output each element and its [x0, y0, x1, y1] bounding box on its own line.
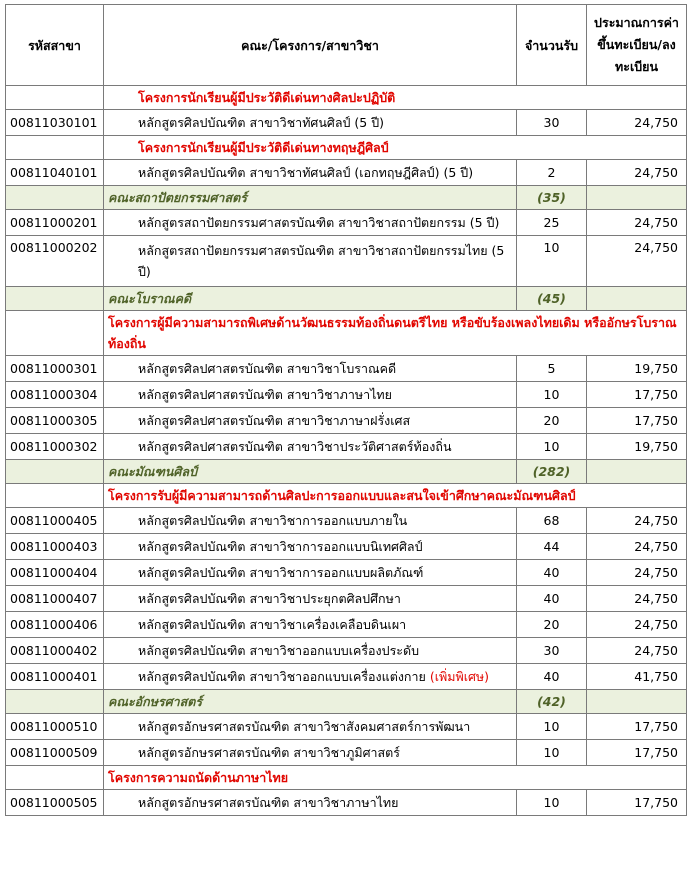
- capacity-value: 25: [517, 210, 587, 236]
- project-title: [104, 136, 687, 160]
- table-row: [6, 110, 687, 136]
- fee-value: 41,750: [587, 664, 687, 690]
- fee-value: 17,750: [587, 790, 687, 816]
- table-row: [6, 382, 687, 408]
- program-code: 00811000510: [6, 714, 104, 740]
- project-row: [6, 766, 687, 790]
- fee-value: 17,750: [587, 408, 687, 434]
- faculty-name: [104, 186, 517, 210]
- table-row: [6, 790, 687, 816]
- fee-value: 17,750: [587, 740, 687, 766]
- project-row: [6, 136, 687, 160]
- faculty-total-text: (45): [537, 291, 566, 306]
- program-name-text: หลักสูตรศิลปบัณฑิต สาขาวิชาออกแบบเครื่องประดับ: [138, 643, 420, 658]
- faculty-total: [517, 287, 587, 311]
- project-row: [6, 484, 687, 508]
- table-row: [6, 560, 687, 586]
- table-row: [6, 586, 687, 612]
- project-code-empty: [6, 311, 104, 356]
- project-code-empty: [6, 484, 104, 508]
- faculty-name: [104, 287, 517, 311]
- program-name-text: หลักสูตรสถาปัตยกรรมศาสตรบัณฑิต สาขาวิชาสถาปัตยกรรม (5 ปี): [138, 215, 500, 230]
- program-name-text: หลักสูตรศิลปศาสตรบัณฑิต สาขาวิชาภาษาไทย: [138, 387, 392, 402]
- header-fee: ประมาณการค่าขึ้นทะเบียน/ลงทะเบียน: [587, 5, 687, 86]
- capacity-value: 20: [517, 408, 587, 434]
- program-name: [104, 236, 517, 287]
- program-name: [104, 110, 517, 136]
- program-name: [104, 408, 517, 434]
- program-name: [104, 434, 517, 460]
- program-name: [104, 740, 517, 766]
- faculty-fee-empty: [587, 186, 687, 210]
- fee-value: 24,750: [587, 534, 687, 560]
- program-name: [104, 508, 517, 534]
- fee-value: 17,750: [587, 382, 687, 408]
- project-title: [104, 766, 687, 790]
- program-name: [104, 714, 517, 740]
- capacity-value: 30: [517, 638, 587, 664]
- faculty-total-text: (282): [532, 464, 571, 479]
- table-row: [6, 740, 687, 766]
- faculty-code-empty: [6, 186, 104, 210]
- table-row: [6, 508, 687, 534]
- table-row: [6, 356, 687, 382]
- table-row: [6, 236, 687, 287]
- fee-value: 19,750: [587, 434, 687, 460]
- project-code-empty: [6, 766, 104, 790]
- table-row: [6, 714, 687, 740]
- program-code: 00811000403: [6, 534, 104, 560]
- program-name-text: หลักสูตรสถาปัตยกรรมศาสตรบัณฑิต สาขาวิชาสถาปัตยกรรมไทย (5 ปี): [138, 243, 505, 279]
- faculty-fee-empty: [587, 287, 687, 311]
- program-name-text: หลักสูตรศิลปบัณฑิต สาขาวิชาการออกแบบนิเทศศิลป์: [138, 539, 423, 554]
- program-code: 00811000405: [6, 508, 104, 534]
- program-name-text: หลักสูตรศิลปบัณฑิต สาขาวิชาประยุกตศิลปศึกษา: [138, 591, 401, 606]
- fee-value: 24,750: [587, 210, 687, 236]
- faculty-name: [104, 460, 517, 484]
- capacity-value: 44: [517, 534, 587, 560]
- program-name: [104, 586, 517, 612]
- faculty-row: [6, 287, 687, 311]
- fee-value: 24,750: [587, 638, 687, 664]
- fee-value: 17,750: [587, 714, 687, 740]
- program-code: 00811030101: [6, 110, 104, 136]
- program-code: 00811000305: [6, 408, 104, 434]
- capacity-value: 40: [517, 664, 587, 690]
- program-code: 00811000401: [6, 664, 104, 690]
- table-row: [6, 638, 687, 664]
- fee-value: 19,750: [587, 356, 687, 382]
- capacity-value: 10: [517, 714, 587, 740]
- program-name-text: หลักสูตรอักษรศาสตรบัณฑิต สาขาวิชาภูมิศาสตร์: [138, 745, 400, 760]
- table-row: [6, 612, 687, 638]
- program-code: 00811000505: [6, 790, 104, 816]
- faculty-row: [6, 690, 687, 714]
- fee-value: 24,750: [587, 612, 687, 638]
- special-tag: (เพิ่มพิเศษ): [429, 669, 490, 684]
- faculty-code-empty: [6, 460, 104, 484]
- program-code: 00811000201: [6, 210, 104, 236]
- table-row: [6, 160, 687, 186]
- admission-table-container: [5, 4, 687, 816]
- program-name-text: หลักสูตรศิลปศาสตรบัณฑิต สาขาวิชาประวัติศาสตร์ท้องถิ่น: [138, 439, 452, 454]
- faculty-row: [6, 186, 687, 210]
- faculty-total-text: (35): [537, 190, 566, 205]
- program-code: 00811000404: [6, 560, 104, 586]
- faculty-row: [6, 460, 687, 484]
- program-name: [104, 210, 517, 236]
- capacity-value: 10: [517, 382, 587, 408]
- program-name: [104, 638, 517, 664]
- fee-value: 24,750: [587, 586, 687, 612]
- program-name-text: หลักสูตรศิลปบัณฑิต สาขาวิชาการออกแบบผลิตภัณฑ์: [138, 565, 424, 580]
- program-name-text: หลักสูตรศิลปบัณฑิต สาขาวิชาทัศนศิลป์ (เอกทฤษฎีศิลป์) (5 ปี): [138, 165, 474, 180]
- project-title-text: โครงการรับผู้มีความสามารถด้านศิลปะการออกแบบและสนใจเข้าศึกษาคณะมัณฑนศิลป์: [108, 488, 576, 503]
- header-row: [6, 5, 687, 86]
- project-title-text: โครงการผู้มีความสามารถพิเศษด้านวัฒนธรรมท้องถิ่นดนตรีไทย หรือขับร้องเพลงไทยเดิม หรืออักษรโบราณท้องถิ่น: [108, 315, 677, 351]
- project-row: [6, 311, 687, 356]
- table-row: [6, 664, 687, 690]
- capacity-value: 2: [517, 160, 587, 186]
- faculty-name-text: คณะมัณฑนศิลป์: [108, 464, 197, 479]
- faculty-name-text: คณะอักษรศาสตร์: [108, 694, 203, 709]
- faculty-name-text: คณะโบราณคดี: [108, 291, 192, 306]
- program-name-text: หลักสูตรศิลปบัณฑิต สาขาวิชาทัศนศิลป์ (5 ปี): [138, 115, 385, 130]
- faculty-total-text: (42): [537, 694, 566, 709]
- faculty-total: [517, 186, 587, 210]
- table-row: [6, 408, 687, 434]
- project-title: [104, 86, 687, 110]
- program-code: 00811000301: [6, 356, 104, 382]
- capacity-value: 20: [517, 612, 587, 638]
- fee-value: 24,750: [587, 508, 687, 534]
- fee-value: 24,750: [587, 160, 687, 186]
- program-name-text: หลักสูตรศิลปบัณฑิต สาขาวิชาออกแบบเครื่องแต่งกาย: [138, 669, 426, 684]
- program-code: 00811000509: [6, 740, 104, 766]
- faculty-name: [104, 690, 517, 714]
- table-row: [6, 534, 687, 560]
- header-code: รหัสสาขา: [6, 5, 104, 86]
- table-body: [6, 86, 687, 816]
- faculty-name-text: คณะสถาปัตยกรรมศาสตร์: [108, 190, 247, 205]
- program-name: [104, 664, 517, 690]
- program-name: [104, 382, 517, 408]
- capacity-value: 10: [517, 434, 587, 460]
- program-code: 00811000302: [6, 434, 104, 460]
- project-title-text: โครงการความถนัดด้านภาษาไทย: [108, 770, 289, 785]
- program-code: 00811040101: [6, 160, 104, 186]
- program-name-text: หลักสูตรอักษรศาสตรบัณฑิต สาขาวิชาภาษาไทย: [138, 795, 399, 810]
- faculty-total: [517, 460, 587, 484]
- capacity-value: 10: [517, 790, 587, 816]
- admission-table: [5, 4, 687, 816]
- capacity-value: 40: [517, 560, 587, 586]
- program-name: [104, 534, 517, 560]
- project-title: [104, 484, 687, 508]
- program-code: 00811000402: [6, 638, 104, 664]
- faculty-fee-empty: [587, 690, 687, 714]
- fee-value: 24,750: [587, 236, 687, 287]
- project-code-empty: [6, 136, 104, 160]
- project-title-text: โครงการนักเรียนผู้มีประวัติดีเด่นทางทฤษฎีศิลป์: [138, 140, 389, 155]
- program-name-text: หลักสูตรศิลปศาสตรบัณฑิต สาขาวิชาภาษาฝรั่งเศส: [138, 413, 411, 428]
- capacity-value: 10: [517, 236, 587, 287]
- faculty-fee-empty: [587, 460, 687, 484]
- capacity-value: 40: [517, 586, 587, 612]
- header-program: คณะ/โครงการ/สาขาวิชา: [104, 5, 517, 86]
- capacity-value: 5: [517, 356, 587, 382]
- program-name-text: หลักสูตรอักษรศาสตรบัณฑิต สาขาวิชาสังคมศาสตร์การพัฒนา: [138, 719, 471, 734]
- program-name-text: หลักสูตรศิลปบัณฑิต สาขาวิชาการออกแบบภายใน: [138, 513, 408, 528]
- program-name: [104, 790, 517, 816]
- program-code: 00811000407: [6, 586, 104, 612]
- header-capacity: จำนวนรับ: [517, 5, 587, 86]
- table-row: [6, 434, 687, 460]
- capacity-value: 30: [517, 110, 587, 136]
- project-title-text: โครงการนักเรียนผู้มีประวัติดีเด่นทางศิลปะปฏิบัติ: [138, 90, 396, 105]
- project-code-empty: [6, 86, 104, 110]
- program-code: 00811000406: [6, 612, 104, 638]
- fee-value: 24,750: [587, 110, 687, 136]
- program-name: [104, 160, 517, 186]
- faculty-code-empty: [6, 287, 104, 311]
- program-code: 00811000202: [6, 236, 104, 287]
- program-code: 00811000304: [6, 382, 104, 408]
- program-name: [104, 356, 517, 382]
- capacity-value: 10: [517, 740, 587, 766]
- table-row: [6, 210, 687, 236]
- faculty-code-empty: [6, 690, 104, 714]
- program-name-text: หลักสูตรศิลปบัณฑิต สาขาวิชาเครื่องเคลือบดินเผา: [138, 617, 407, 632]
- project-title: [104, 311, 687, 356]
- capacity-value: 68: [517, 508, 587, 534]
- faculty-total: [517, 690, 587, 714]
- program-name: [104, 560, 517, 586]
- project-row: [6, 86, 687, 110]
- program-name-text: หลักสูตรศิลปศาสตรบัณฑิต สาขาวิชาโบราณคดี: [138, 361, 397, 376]
- program-name: [104, 612, 517, 638]
- fee-value: 24,750: [587, 560, 687, 586]
